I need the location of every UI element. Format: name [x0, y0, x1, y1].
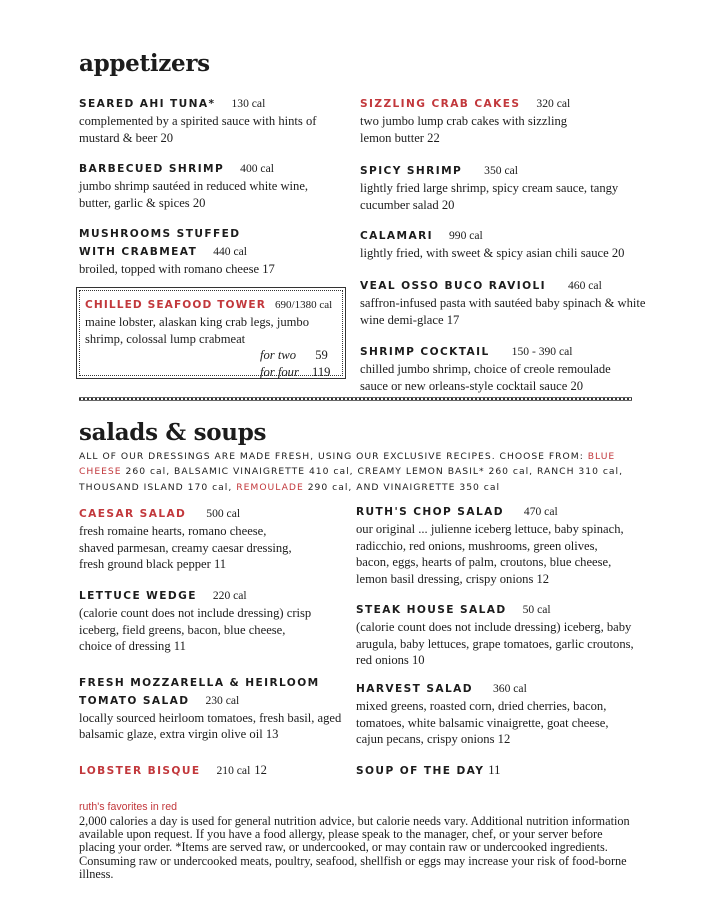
item-description: fresh romaine hearts, romano cheese, shaved parmesan, creamy caesar dressing, fresh ground black pepper 11	[79, 523, 292, 572]
size-for-two	[85, 347, 341, 364]
item-calories: 440 cal	[213, 244, 248, 258]
dressings-note	[79, 449, 639, 495]
nutrition-disclaimer: 2,000 calories a day is used for general nutrition advice, but calorie needs vary. Additional nutrition information available upon request. If you have a food allergy, please speak to the manager, chef, or your server before placing your order. *Items are served raw, or undercooked, or may contain raw or undercooked ingredients. Consuming raw or undercooked meats, poultry, seafood, shellfish or eggs may increase your risk of food-borne illness.	[79, 814, 630, 881]
dressing-blue-cheese: BLUE CHEESE	[79, 451, 616, 478]
item-calories: 470 cal	[523, 505, 558, 518]
item-name: SEARED AHI TUNA*	[79, 98, 216, 110]
item-name-line2: WITH CRABMEAT	[79, 245, 198, 258]
item-calories: 500 cal	[206, 507, 241, 520]
dressings-intro: ALL OF OUR DRESSINGS ARE MADE FRESH, USING OUR EXCLUSIVE RECIPES. CHOOSE FROM:	[79, 451, 584, 462]
item-name: HARVEST SALAD	[356, 683, 473, 695]
item-name-line1: MUSHROOMS STUFFED	[79, 228, 241, 240]
menu-item-soup-of-the-day	[356, 762, 626, 780]
favorites-note: ruth's favorites in red	[79, 801, 177, 813]
item-name-line1: FRESH MOZZARELLA & HEIRLOOM	[79, 677, 320, 689]
item-description: broiled, topped with romano cheese 17	[79, 261, 275, 276]
item-price: 12	[254, 763, 267, 777]
item-calories: 50 cal	[522, 603, 551, 616]
item-description: two jumbo lump crab cakes with sizzling lemon butter 22	[360, 113, 568, 145]
item-description: our original ... julienne iceberg lettuce, baby spinach, radicchio, red onions, mushrooms, green olives, bacon, eggs, hearts of palm, croutons, blue cheese, lemon basil dressing, crispy onions 12	[356, 521, 624, 587]
size-price: 59	[315, 348, 328, 363]
item-name: SIZZLING CRAB CAKES	[360, 98, 521, 110]
salads-soups-title: salads & soups	[79, 419, 267, 446]
item-name: VEAL OSSO BUCO RAVIOLI	[360, 280, 546, 292]
menu-item-spicy-shrimp	[360, 162, 630, 213]
item-name: CHILLED SEAFOOD TOWER	[85, 299, 267, 311]
item-description: mixed greens, roasted corn, dried cherries, bacon, tomatoes, white balsamic vinaigrette, goat cheese, cajun pecans, crispy onions 12	[356, 698, 609, 747]
item-name: BARBECUED SHRIMP	[79, 163, 225, 175]
menu-item-fresh-mozzarella-heirloom	[79, 675, 344, 743]
item-calories: 320 cal	[536, 97, 571, 110]
item-name: SPICY SHRIMP	[360, 165, 463, 177]
menu-item-harvest-salad	[356, 680, 636, 748]
size-for-four	[85, 364, 341, 381]
item-description: maine lobster, alaskan king crab legs, jumbo shrimp, colossal lump crabmeat	[85, 314, 310, 346]
menu-item-ruths-chop-salad	[356, 503, 631, 588]
menu-item-chilled-seafood-tower	[85, 296, 341, 381]
item-description: complemented by a spirited sauce with hints of mustard & beer 20	[79, 113, 317, 145]
menu-item-seared-ahi-tuna	[79, 95, 349, 146]
dressings-list-2: 290 cal, AND VINAIGRETTE 350 cal	[307, 481, 501, 493]
item-description: locally sourced heirloom tomatoes, fresh basil, aged balsamic glaze, extra virgin olive oil 13	[79, 710, 342, 742]
item-name: LETTUCE WEDGE	[79, 590, 197, 602]
item-price: 11	[488, 763, 501, 777]
item-description: (calorie count does not include dressing) iceberg, baby arugula, baby lettuces, grape tomatoes, garlic croutons, red onions 10	[356, 619, 634, 668]
item-name: LOBSTER BISQUE	[79, 765, 201, 777]
item-calories: 210 cal	[216, 764, 251, 777]
item-name: RUTH'S CHOP SALAD	[356, 506, 504, 518]
item-name: SHRIMP COCKTAIL	[360, 346, 490, 358]
item-calories: 990 cal	[448, 229, 483, 242]
menu-item-mushrooms-stuffed	[79, 226, 349, 277]
menu-item-caesar-salad	[79, 505, 294, 573]
item-description: jumbo shrimp sautéed in reduced white wine, butter, garlic & spices 20	[79, 178, 309, 210]
item-description: lightly fried, with sweet & spicy asian chili sauce 20	[360, 245, 625, 260]
size-price: 119	[312, 365, 331, 380]
appetizers-title: appetizers	[79, 50, 210, 77]
item-calories: 150 - 390 cal	[511, 345, 573, 358]
item-calories: 130 cal	[231, 97, 266, 110]
item-name-line2: TOMATO SALAD	[79, 694, 190, 707]
size-label: for two	[260, 348, 297, 363]
menu-item-steak-house-salad	[356, 601, 646, 669]
dressing-remoulade: REMOULADE	[236, 481, 304, 493]
item-calories: 400 cal	[240, 162, 274, 175]
item-calories: 460 cal	[567, 279, 602, 292]
item-name: CALAMARI	[360, 230, 433, 242]
menu-item-lettuce-wedge	[79, 587, 319, 655]
item-calories: 350 cal	[484, 164, 518, 177]
item-name: SOUP OF THE DAY	[356, 765, 485, 777]
item-description: lightly fried large shrimp, spicy cream sauce, tangy cucumber salad 20	[360, 180, 619, 212]
menu-item-calamari	[360, 227, 660, 262]
item-calories: 230 cal	[205, 693, 240, 707]
menu-item-lobster-bisque	[79, 762, 349, 780]
item-calories: 360 cal	[492, 682, 527, 695]
dressings-list-1: 260 cal, BALSAMIC VINAIGRETTE 410 cal, CREAMY LEMON BASIL* 260 cal, RANCH 310 cal, THOUSAND ISLAND 170 cal,	[79, 466, 624, 493]
menu-item-veal-osso-buco-ravioli	[360, 277, 650, 328]
size-label: for four	[260, 365, 299, 380]
item-description: (calorie count does not include dressing) crisp iceberg, field greens, bacon, blue cheese, choice of dressing 11	[79, 605, 312, 654]
item-description: chilled jumbo shrimp, choice of creole remoulade sauce or new orleans-style cocktail sauce 20	[360, 361, 611, 393]
item-calories: 690/1380 cal	[275, 299, 333, 311]
item-description: saffron-infused pasta with sautéed baby spinach & white wine demi-glace 17	[360, 295, 646, 327]
item-name: STEAK HOUSE SALAD	[356, 604, 507, 616]
menu-item-barbecued-shrimp	[79, 160, 334, 211]
section-divider	[79, 397, 632, 401]
menu-item-shrimp-cocktail	[360, 343, 650, 394]
menu-item-sizzling-crab-cakes	[360, 95, 630, 146]
item-name: CAESAR SALAD	[79, 508, 187, 520]
item-calories: 220 cal	[212, 589, 247, 602]
